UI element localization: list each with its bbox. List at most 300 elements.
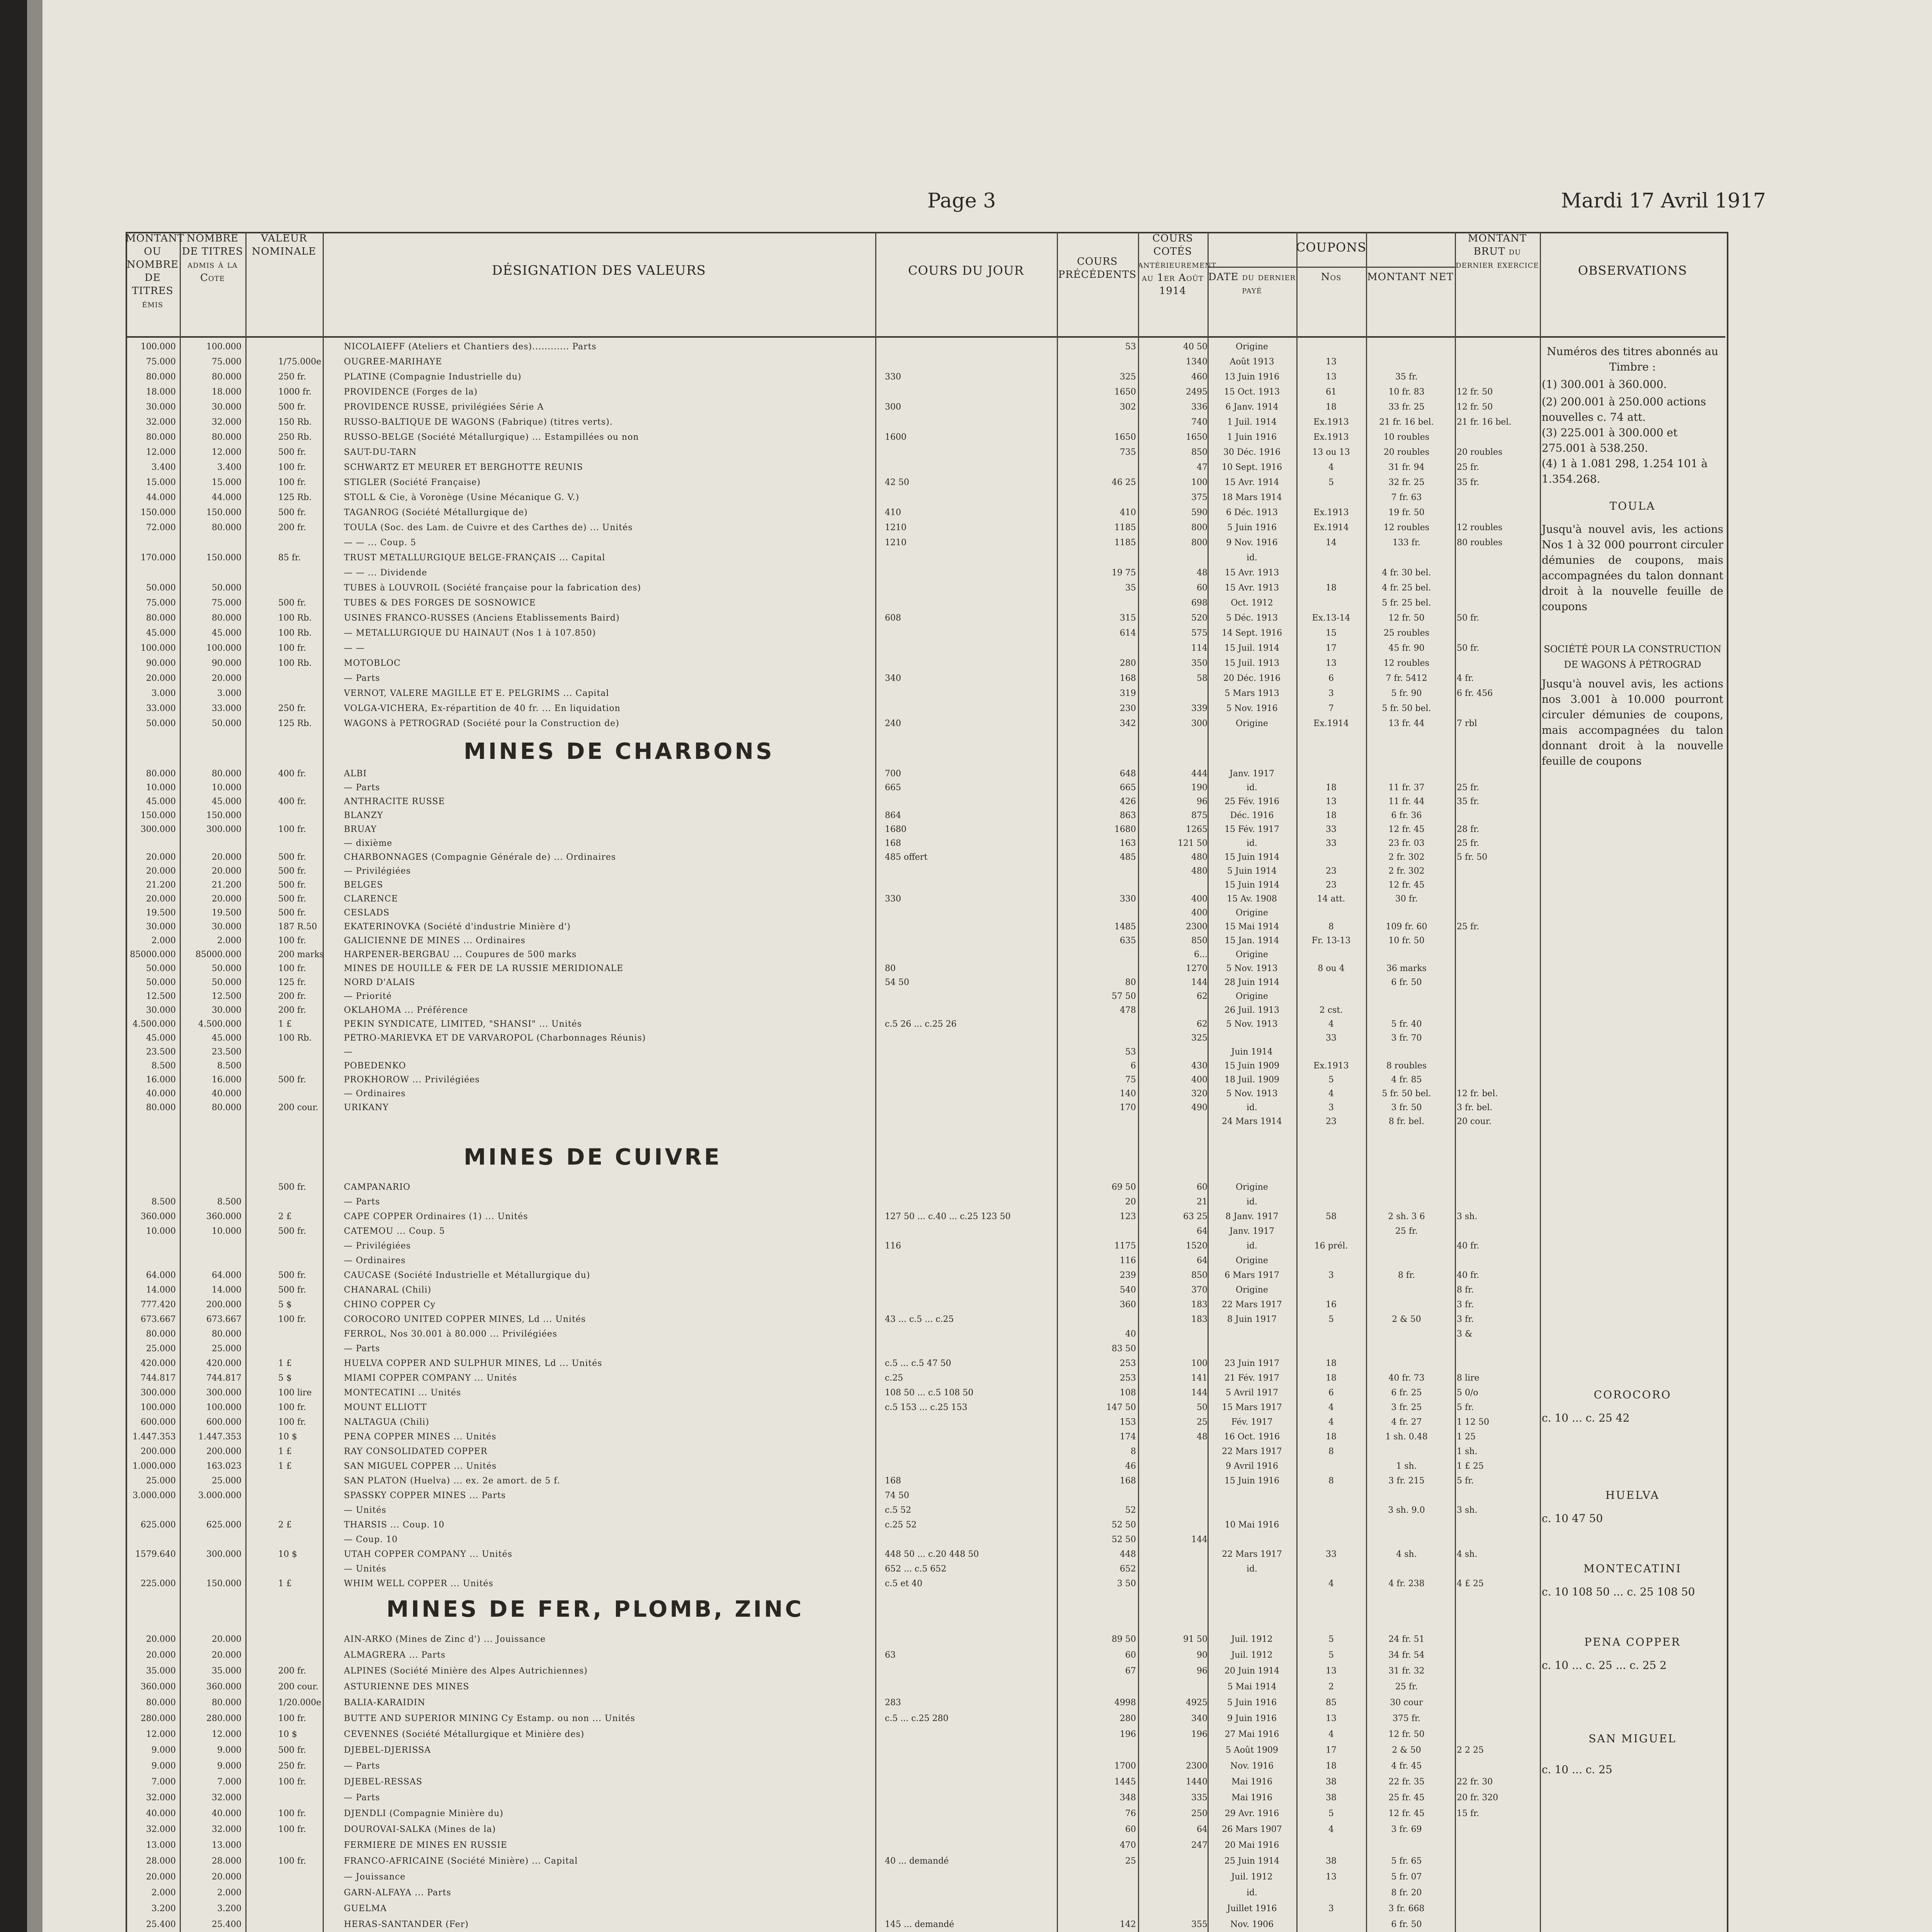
designation-cell: — MÉTALLURGIQUE DU HAINAUT (Nos 1 à 107.850): [344, 628, 596, 638]
coupon-date-cell: Août 1913: [1230, 357, 1274, 367]
designation-cell: TUBES à LOUVROIL (Société française pour la fabrication des): [344, 583, 641, 593]
nombre-cell: 12.000: [212, 447, 242, 457]
designation-cell: ALMAGRERA ... Parts: [344, 1650, 446, 1660]
montant-cell: 20.000: [146, 1634, 176, 1644]
montant-cell: 360.000: [141, 1212, 176, 1221]
coupon-number-cell: 4: [1328, 1825, 1334, 1834]
cours-jour-cell: 40 ... demandé: [885, 1856, 949, 1866]
coupon-net-cell: 4 fr. 45: [1391, 1761, 1422, 1771]
nombre-cell: 30.000: [212, 922, 242, 932]
valeur-cell: 250 fr.: [278, 372, 306, 382]
nombre-cell: 85000.000: [196, 950, 242, 959]
cours-precedent-cell: 53: [1125, 1047, 1136, 1057]
designation-cell: URIKANY: [344, 1103, 389, 1112]
montant-cell: 64.000: [146, 1270, 176, 1280]
cours-1914-cell: 1265: [1186, 825, 1208, 834]
montant-brut-cell: 25 fr.: [1457, 783, 1480, 793]
coupon-net-cell: 8 roubles: [1386, 1061, 1427, 1071]
montant-cell: 50.000: [146, 583, 176, 593]
cours-jour-cell: 330: [885, 894, 901, 904]
coupon-net-cell: 7 fr. 63: [1391, 493, 1422, 502]
designation-cell: TUBES & DES FORGES DE SOSNOWICE: [344, 598, 536, 608]
designation-cell: — Ordinaires: [344, 1256, 406, 1265]
designation-cell: STIGLER (Société Française): [344, 478, 481, 487]
cours-precedent-cell: 52: [1125, 1505, 1136, 1515]
coupon-number-cell: 8: [1328, 922, 1334, 932]
coupon-number-cell: 38: [1326, 1777, 1337, 1787]
coupon-date-cell: 5 Nov. 1916: [1226, 704, 1278, 713]
montant-cell: 13.000: [146, 1840, 176, 1850]
nombre-cell: 300.000: [206, 1388, 242, 1398]
cours-1914-cell: 740: [1191, 417, 1208, 427]
coupon-date-cell: Origine: [1236, 1182, 1268, 1192]
coupon-net-cell: 4 sh.: [1396, 1549, 1417, 1559]
cours-1914-cell: 114: [1191, 643, 1208, 653]
montant-cell: 2.000: [151, 936, 176, 946]
designation-cell: GUELMA: [344, 1904, 387, 1913]
cours-precedent-cell: 665: [1120, 783, 1136, 793]
cours-1914-cell: 339: [1191, 704, 1208, 713]
valeur-cell: 200 cour.: [278, 1103, 318, 1112]
coupon-net-cell: 3 sh. 9.0: [1388, 1505, 1425, 1515]
montant-brut-cell: 5 fr. 50: [1457, 852, 1488, 862]
valeur-cell: 400 fr.: [278, 769, 306, 779]
montant-cell: 150.000: [141, 811, 176, 820]
coupon-net-cell: 25 roubles: [1383, 628, 1430, 638]
nombre-cell: 64.000: [212, 1270, 242, 1280]
cours-precedent-cell: 253: [1120, 1373, 1136, 1383]
cours-precedent-cell: 67: [1125, 1666, 1136, 1676]
nombre-cell: 80.000: [212, 1329, 242, 1339]
coupon-date-cell: Mai 1916: [1231, 1793, 1272, 1803]
designation-cell: PROKHOROW ... Privilégiées: [344, 1075, 480, 1085]
designation-cell: RAY CONSOLIDATED COPPER: [344, 1447, 488, 1456]
cours-jour-cell: 80: [885, 964, 896, 973]
col-montant-net-header: MONTANT NET: [1366, 270, 1455, 338]
valeur-cell: 100 lire: [278, 1388, 312, 1398]
valeur-cell: 2 £: [278, 1212, 292, 1221]
designation-cell: DOUROVAI-SALKA (Mines de la): [344, 1825, 496, 1834]
coupon-net-cell: 7 fr. 5412: [1386, 673, 1427, 683]
coupon-date-cell: 1 Juil. 1914: [1227, 417, 1277, 427]
montant-cell: 100.000: [141, 643, 176, 653]
cours-1914-cell: 91 50: [1183, 1634, 1208, 1644]
montant-brut-cell: 1 sh.: [1457, 1447, 1478, 1456]
coupon-net-cell: 30 cour: [1390, 1698, 1423, 1708]
montant-cell: 600.000: [141, 1417, 176, 1427]
valeur-cell: 1/20.000e: [278, 1698, 321, 1708]
rule: [1366, 232, 1367, 1932]
cours-precedent-cell: 239: [1120, 1270, 1136, 1280]
coupon-net-cell: 3 fr. 69: [1391, 1825, 1422, 1834]
cours-1914-cell: 850: [1191, 936, 1208, 946]
coupon-date-cell: Janv. 1917: [1230, 769, 1274, 779]
montant-brut-cell: 50 fr.: [1457, 643, 1480, 653]
col-cours-precedents-header: COURS PRÉCÉDENTS: [1057, 232, 1138, 338]
designation-cell: POBEDENKO: [344, 1061, 406, 1071]
coupon-number-cell: 6: [1328, 1388, 1334, 1398]
cours-1914-cell: 350: [1191, 658, 1208, 668]
cours-1914-cell: 2495: [1186, 387, 1208, 397]
cours-1914-cell: 58: [1197, 673, 1208, 683]
nombre-cell: 21.200: [212, 880, 242, 890]
valeur-cell: 5 $: [278, 1373, 292, 1383]
cours-precedent-cell: 342: [1120, 719, 1136, 728]
montant-cell: 28.000: [146, 1856, 176, 1866]
valeur-cell: 100 Rb.: [278, 658, 312, 668]
coupon-date-cell: 5 Juin 1916: [1227, 1698, 1277, 1708]
cours-precedent-cell: 1175: [1114, 1241, 1136, 1251]
valeur-cell: 250 fr.: [278, 704, 306, 713]
cours-precedent-cell: 108: [1120, 1388, 1136, 1398]
coupon-number-cell: 4: [1328, 1730, 1334, 1739]
valeur-cell: 100 fr.: [278, 1825, 306, 1834]
cours-1914-cell: 335: [1191, 1793, 1208, 1803]
montant-brut-cell: 40 fr.: [1457, 1270, 1480, 1280]
coupon-date-cell: 25 Juin 1914: [1224, 1856, 1280, 1866]
coupon-date-cell: 22 Mars 1917: [1222, 1300, 1282, 1310]
obs-sanmiguel-values: c. 10 ... c. 25: [1542, 1763, 1612, 1776]
obs-line-1: (1) 300.001 à 360.000.: [1542, 378, 1667, 391]
montant-brut-cell: 25 fr.: [1457, 922, 1480, 932]
obs-huelva-values: c. 10 47 50: [1542, 1512, 1603, 1525]
cours-precedent-cell: 3 50: [1117, 1579, 1136, 1588]
montant-cell: 200.000: [141, 1447, 176, 1456]
designation-cell: AIN-ARKO (Mines de Zinc d') ... Jouissance: [344, 1634, 546, 1644]
montant-brut-cell: 12 fr. bel.: [1457, 1089, 1498, 1099]
nombre-cell: 12.500: [212, 992, 242, 1001]
montant-cell: 80.000: [146, 769, 176, 779]
cours-precedent-cell: 1650: [1114, 387, 1136, 397]
cours-jour-cell: 168: [885, 1476, 901, 1486]
page-number: Page 3: [927, 189, 996, 213]
coupon-date-cell: 16 Oct. 1916: [1224, 1432, 1280, 1442]
nombre-cell: 163.023: [206, 1461, 242, 1471]
cours-precedent-cell: 652: [1120, 1564, 1136, 1574]
designation-cell: SAN PLATON (Huelva) ... ex. 2e amort. de 5 f.: [344, 1476, 560, 1486]
montant-brut-cell: 1 12 50: [1457, 1417, 1489, 1427]
cours-jour-cell: 145 ... demandé: [885, 1920, 954, 1929]
coupon-net-cell: 33 fr. 25: [1388, 402, 1425, 412]
designation-cell: SAN MIGUEL COPPER ... Unités: [344, 1461, 497, 1471]
coupon-net-cell: 3 fr. 70: [1391, 1033, 1422, 1043]
cours-jour-cell: c.5 et 40: [885, 1579, 923, 1588]
coupon-number-cell: 38: [1326, 1856, 1337, 1866]
montant-cell: 280.000: [141, 1714, 176, 1723]
montant-brut-cell: 8 fr.: [1457, 1285, 1474, 1295]
nombre-cell: 8.500: [217, 1061, 242, 1071]
valeur-cell: 100 fr.: [278, 1809, 306, 1818]
valeur-cell: 500 fr.: [278, 1285, 306, 1295]
coupon-net-cell: 4 fr. 27: [1391, 1417, 1422, 1427]
cours-1914-cell: 590: [1191, 508, 1208, 517]
cours-precedent-cell: 89 50: [1112, 1634, 1136, 1644]
designation-cell: CAUCASE (Société Industrielle et Métallurgique du): [344, 1270, 590, 1280]
valeur-cell: 100 fr.: [278, 1777, 306, 1787]
cours-1914-cell: 4925: [1186, 1698, 1208, 1708]
montant-cell: 25.400: [146, 1920, 176, 1929]
cours-1914-cell: 62: [1197, 992, 1208, 1001]
montant-cell: 50.000: [146, 719, 176, 728]
obs-wagons-title: SOCIÉTÉ POUR LA CONSTRUCTION DE WAGONS À PÉTROGRAD: [1544, 644, 1721, 670]
montant-brut-cell: 1 25: [1457, 1432, 1476, 1442]
valeur-cell: 250 Rb.: [278, 432, 312, 442]
scan-edge-shadow: [27, 0, 43, 1932]
cours-jour-cell: 108 50 ... c.5 108 50: [885, 1388, 974, 1398]
coupon-number-cell: 7: [1328, 704, 1334, 713]
designation-cell: MOUNT ELLIOTT: [344, 1403, 427, 1412]
coupon-date-cell: 15 Juin 1914: [1224, 880, 1280, 890]
coupon-date-cell: Janv. 1917: [1230, 1226, 1274, 1236]
nombre-cell: 32.000: [212, 1825, 242, 1834]
coupon-date-cell: 15 Avr. 1913: [1225, 568, 1279, 578]
valeur-cell: 1 £: [278, 1579, 292, 1588]
designation-cell: BUTTE AND SUPERIOR MINING Cy Estamp. ou non ... Unités: [344, 1714, 635, 1723]
cours-1914-cell: 320: [1191, 1089, 1208, 1099]
coupon-number-cell: 13: [1326, 1872, 1337, 1882]
coupon-date-cell: 15 Juil. 1914: [1224, 643, 1280, 653]
valeur-cell: 10 $: [278, 1730, 297, 1739]
coupon-net-cell: 4 fr. 30 bel.: [1382, 568, 1431, 578]
montant-cell: 225.000: [141, 1579, 176, 1588]
nombre-cell: 45.000: [212, 797, 242, 806]
coupon-date-cell: Nov. 1916: [1230, 1761, 1274, 1771]
cours-1914-cell: 247: [1191, 1840, 1208, 1850]
cours-jour-cell: c.5 26 ... c.25 26: [885, 1019, 957, 1029]
cours-1914-cell: 100: [1191, 478, 1208, 487]
nombre-cell: 20.000: [212, 1872, 242, 1882]
cours-jour-cell: 1600: [885, 432, 906, 442]
coupon-date-cell: 27 Mai 1916: [1225, 1730, 1279, 1739]
coupon-date-cell: id.: [1246, 783, 1258, 793]
montant-brut-cell: 3 fr.: [1457, 1315, 1474, 1324]
cours-precedent-cell: 116: [1120, 1256, 1136, 1265]
cours-jour-cell: 652 ... c.5 652: [885, 1564, 947, 1574]
cours-precedent-cell: 196: [1120, 1730, 1136, 1739]
valeur-cell: 1 £: [278, 1359, 292, 1368]
obs-line-2: (2) 200.001 à 250.000 actions nouvelles c. 74 att.: [1542, 395, 1706, 423]
montant-brut-cell: 22 fr. 30: [1457, 1777, 1493, 1787]
nombre-cell: 200.000: [206, 1447, 242, 1456]
designation-cell: ANTHRACITE RUSSE: [344, 797, 445, 806]
nombre-cell: 20.000: [212, 894, 242, 904]
cours-jour-cell: 665: [885, 783, 901, 793]
nombre-cell: 360.000: [206, 1212, 242, 1221]
rule: [245, 232, 247, 1932]
designation-cell: FERROL, Nos 30.001 à 80.000 ... Privilégiées: [344, 1329, 558, 1339]
coupon-number-cell: 13: [1326, 357, 1337, 367]
montant-brut-cell: 35 fr.: [1457, 478, 1480, 487]
coupon-date-cell: Juillet 1916: [1227, 1904, 1277, 1913]
coupon-net-cell: 11 fr. 37: [1388, 783, 1425, 793]
designation-cell: USINES FRANCO-RUSSES (Anciens Établissements Baird): [344, 613, 620, 623]
cours-1914-cell: 64: [1197, 1226, 1208, 1236]
valeur-cell: 100 fr.: [278, 964, 306, 973]
montant-cell: 20.000: [146, 894, 176, 904]
cours-precedent-cell: 20: [1125, 1197, 1136, 1207]
cours-precedent-cell: 302: [1120, 402, 1136, 412]
nombre-cell: 80.000: [212, 769, 242, 779]
montant-cell: 40.000: [146, 1809, 176, 1818]
coupon-number-cell: 13: [1326, 658, 1337, 668]
valeur-cell: 500 fr.: [278, 1182, 306, 1192]
coupon-number-cell: 13 ou 13: [1312, 447, 1350, 457]
cours-1914-cell: 63 25: [1183, 1212, 1208, 1221]
coupon-number-cell: 3: [1328, 1270, 1334, 1280]
nombre-cell: 150.000: [206, 508, 242, 517]
cours-jour-cell: 864: [885, 811, 901, 820]
coupon-date-cell: Oct. 1912: [1231, 598, 1273, 608]
rule: [1208, 267, 1455, 268]
valeur-cell: 100 fr.: [278, 1417, 306, 1427]
cours-precedent-cell: 319: [1120, 689, 1136, 698]
coupon-net-cell: 2 sh. 3 6: [1388, 1212, 1425, 1221]
designation-cell: CLARENCE: [344, 894, 398, 904]
designation-cell: RUSSO-BALTIQUE DE WAGONS (Fabrique) (titres verts).: [344, 417, 613, 427]
rule: [1455, 232, 1456, 1932]
nombre-cell: 35.000: [212, 1666, 242, 1676]
designation-cell: PLATINE (Compagnie Industrielle du): [344, 372, 522, 382]
col-observations-header: OBSERVATIONS: [1540, 232, 1725, 338]
coupon-net-cell: 36 marks: [1386, 964, 1427, 973]
designation-cell: NORD D'ALAIS: [344, 978, 415, 987]
col-valeur-header: VALEUR NOMINALE: [245, 232, 323, 338]
cours-precedent-cell: 470: [1120, 1840, 1136, 1850]
designation-cell: NICOLAIEFF (Ateliers et Chantiers des)............ Parts: [344, 342, 597, 352]
montant-cell: 150.000: [141, 508, 176, 517]
nombre-cell: 32.000: [212, 1793, 242, 1803]
cours-precedent-cell: 168: [1120, 673, 1136, 683]
nombre-cell: 30.000: [212, 1005, 242, 1015]
designation-cell: — Parts: [344, 1793, 380, 1803]
cours-precedent-cell: 60: [1125, 1650, 1136, 1660]
cours-1914-cell: 325: [1191, 1033, 1208, 1043]
coupon-number-cell: 8: [1328, 1476, 1334, 1486]
cours-jour-cell: 330: [885, 372, 901, 382]
coupon-net-cell: 2 & 50: [1392, 1315, 1421, 1324]
nombre-cell: 100.000: [206, 1403, 242, 1412]
coupon-date-cell: Juin 1914: [1231, 1047, 1273, 1057]
cours-1914-cell: 6...: [1194, 950, 1208, 959]
designation-cell: PROVIDENCE RUSSE, privilégiées Série A: [344, 402, 544, 412]
montant-cell: 8.500: [151, 1197, 176, 1207]
montant-brut-cell: 20 fr. 320: [1457, 1793, 1498, 1803]
montant-brut-cell: 15 fr.: [1457, 1809, 1480, 1818]
cours-precedent-cell: 40: [1125, 1329, 1136, 1339]
cours-1914-cell: 190: [1191, 783, 1208, 793]
valeur-cell: 100 fr.: [278, 1714, 306, 1723]
cours-precedent-cell: 80: [1125, 978, 1136, 987]
coupon-date-cell: 5 Déc. 1913: [1226, 613, 1278, 623]
cours-1914-cell: 1270: [1186, 964, 1208, 973]
montant-cell: 1.447.353: [133, 1432, 176, 1442]
designation-cell: PENA COPPER MINES ... Unités: [344, 1432, 497, 1442]
valeur-cell: 500 fr.: [278, 894, 306, 904]
designation-cell: VERNOT, VALERE MAGILLE ET E. PELGRIMS ... Capital: [344, 689, 609, 698]
montant-cell: 90.000: [146, 658, 176, 668]
cours-jour-cell: c.5 ... c.5 47 50: [885, 1359, 951, 1368]
coupon-date-cell: 15 Juin 1916: [1224, 1476, 1280, 1486]
coupon-net-cell: 3 fr. 50: [1391, 1103, 1422, 1112]
designation-cell: — Privilégiées: [344, 1241, 411, 1251]
montant-cell: 1579.640: [135, 1549, 176, 1559]
cours-jour-cell: 1680: [885, 825, 906, 834]
scan-edge-dark: [0, 0, 27, 1932]
nombre-cell: 150.000: [206, 1579, 242, 1588]
valeur-cell: 500 fr.: [278, 447, 306, 457]
montant-cell: 23.500: [146, 1047, 176, 1057]
coupon-net-cell: 32 fr. 25: [1388, 478, 1425, 487]
coupon-date-cell: 20 Déc. 1916: [1223, 673, 1281, 683]
nombre-cell: 625.000: [206, 1520, 242, 1530]
valeur-cell: 1 £: [278, 1019, 292, 1029]
cours-1914-cell: 47: [1197, 463, 1208, 472]
coupon-net-cell: 133 fr.: [1392, 538, 1421, 548]
montant-brut-cell: 25 fr.: [1457, 463, 1480, 472]
nombre-cell: 100.000: [206, 643, 242, 653]
coupon-number-cell: 4: [1328, 1579, 1334, 1588]
cours-precedent-cell: 1680: [1114, 825, 1136, 834]
cours-precedent-cell: 60: [1125, 1825, 1136, 1834]
cours-1914-cell: 90: [1197, 1650, 1208, 1660]
valeur-cell: 100 Rb.: [278, 628, 312, 638]
valeur-cell: 10 $: [278, 1432, 297, 1442]
designation-cell: PROVIDENCE (Forges de la): [344, 387, 478, 397]
montant-cell: 80.000: [146, 372, 176, 382]
section-title-fer: MINES DE FER, PLOMB, ZINC: [386, 1596, 804, 1622]
designation-cell: CHARBONNAGES (Compagnie Générale de) ... Ordinaires: [344, 852, 616, 862]
cours-1914-cell: 800: [1191, 523, 1208, 532]
montant-brut-cell: 5 fr.: [1457, 1476, 1474, 1486]
designation-cell: PEKIN SYNDICATE, LIMITED, "SHANSI" ... Unités: [344, 1019, 582, 1029]
coupon-net-cell: 6 fr. 50: [1391, 1920, 1422, 1929]
designation-cell: CÉVENNES (Société Métallurgique et Minière des): [344, 1730, 585, 1739]
montant-cell: 75.000: [146, 357, 176, 367]
coupon-number-cell: 33: [1326, 825, 1337, 834]
cours-1914-cell: 48: [1197, 1432, 1208, 1442]
montant-cell: 170.000: [141, 553, 176, 563]
montant-brut-cell: 3 fr.: [1457, 1300, 1474, 1310]
montant-cell: 420.000: [141, 1359, 176, 1368]
cours-precedent-cell: 52 50: [1112, 1520, 1136, 1530]
obs-toula-title: TOULA: [1609, 500, 1656, 512]
coupon-net-cell: 12 roubles: [1383, 658, 1430, 668]
cours-jour-cell: 168: [885, 838, 901, 848]
coupon-net-cell: 375 fr.: [1392, 1714, 1421, 1723]
montant-cell: 32.000: [146, 1793, 176, 1803]
obs-montecatini-values: c. 10 108 50 ... c. 25 108 50: [1542, 1585, 1695, 1598]
coupon-number-cell: 33: [1326, 838, 1337, 848]
coupon-date-cell: id.: [1246, 1888, 1258, 1898]
coupon-number-cell: 23: [1326, 880, 1337, 890]
coupon-date-cell: 15 Oct. 1913: [1224, 387, 1280, 397]
montant-cell: 9.000: [151, 1761, 176, 1771]
coupon-net-cell: 12 roubles: [1383, 523, 1430, 532]
coupon-number-cell: 14 att.: [1317, 894, 1345, 904]
designation-cell: — Privilégiées: [344, 866, 411, 876]
designation-cell: FRANCO-AFRICAINE (Société Minière) ... Capital: [344, 1856, 578, 1866]
montant-cell: 20.000: [146, 852, 176, 862]
cours-jour-cell: 410: [885, 508, 901, 517]
valeur-cell: 5 $: [278, 1300, 292, 1310]
cours-precedent-cell: 76: [1125, 1809, 1136, 1818]
designation-cell: SCHWARTZ ET MEURER ET BERGHOTTE RÉUNIS: [344, 463, 583, 472]
cours-precedent-cell: 69 50: [1112, 1182, 1136, 1192]
cours-precedent-cell: 614: [1120, 628, 1136, 638]
valeur-cell: 100 fr.: [278, 1403, 306, 1412]
coupon-net-cell: 1 sh. 0.48: [1385, 1432, 1428, 1442]
coupon-date-cell: id.: [1246, 838, 1258, 848]
